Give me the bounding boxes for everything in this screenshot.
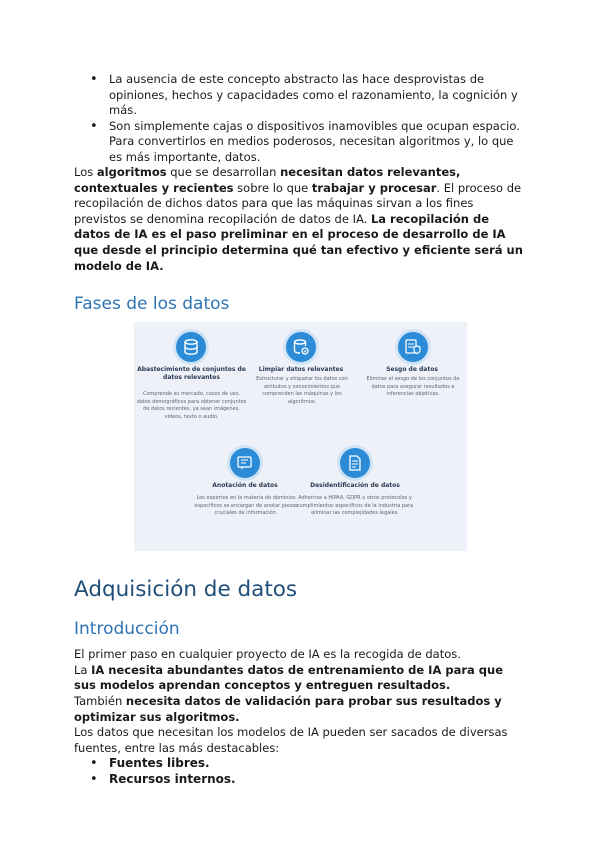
data-phases-figure bbox=[134, 322, 467, 551]
shield-icon bbox=[398, 332, 428, 362]
card-title: Abastecimiento de conjuntos de datos relevantes bbox=[137, 366, 246, 382]
heading-fases: Fases de los datos bbox=[74, 294, 230, 315]
text: También bbox=[74, 693, 126, 708]
paragraph-intro-3 bbox=[74, 694, 524, 725]
bold-text: necesitan datos relevantes, contextuales y recientes bbox=[74, 165, 461, 195]
list-item bbox=[90, 772, 524, 788]
bold-text: necesita datos de validación para probar sus resultados y optimizar sus algoritmos. bbox=[74, 693, 502, 724]
text: . El proceso de recopilación de dichos datos para que las máquinas sirvan a los fines previstos se denomina recopilación de datos de IA. bbox=[74, 180, 522, 226]
list-item: • Son simplemente cajas o dispositivos inamovibles que ocupan espacio. Para convertirlos en medios poderosos, necesitan algoritmos y, lo que es más importante, datos. bbox=[90, 119, 524, 166]
paragraph-intro-4: Los datos que necesitan los modelos de IA pueden ser sacados de diversas fuentes, entre las más destacables: bbox=[74, 725, 508, 755]
text: La bbox=[74, 662, 92, 677]
bold-text: algoritmos bbox=[96, 165, 167, 179]
list-item: • La ausencia de este concepto abstracto las hace desprovistas de opiniones, hechos y capacidades como el razonamiento, la cognición y más. bbox=[90, 72, 524, 119]
text: sobre lo que bbox=[233, 180, 312, 195]
document-page bbox=[74, 72, 524, 787]
card-title: Sesgo de datos bbox=[386, 366, 438, 374]
card-text: Estructurar y etiquetar los datos con atributos y conocimientos que comprenden las máquinas y los algoritmos. bbox=[256, 376, 348, 405]
document-icon bbox=[340, 448, 370, 478]
bullet-list-sources bbox=[90, 756, 524, 787]
bold-text: IA necesita abundantes datos de entrenamiento de IA para que sus modelos aprendan conceptos y entreguen resultados. bbox=[74, 662, 504, 693]
card-title: Anotación de datos bbox=[212, 482, 278, 490]
card-title: Limpiar datos relevantes bbox=[258, 366, 344, 374]
card-title: Desidentificación de datos bbox=[310, 482, 400, 490]
bold-text: Recursos internos. bbox=[109, 771, 236, 786]
paragraph-algoritmos bbox=[74, 165, 524, 274]
heading-introduccion: Introducción bbox=[74, 619, 180, 640]
bold-text: La recopilación de datos de IA es el paso preliminar en el proceso de desarrollo de IA que desde el principio determina qué tan efectivo y eficiente será un modelo de IA. bbox=[74, 211, 523, 273]
card-text: Adherirse a HIPAA, GDPR u otros protocolos y cumplimientos específicos de la industria para eliminar las complejidades legales. bbox=[296, 495, 414, 517]
bold-text: trabajar y procesar bbox=[311, 180, 437, 195]
annotation-icon bbox=[230, 448, 260, 478]
card-text: Los expertos en la materia de dominios específicos se encargan de anotar piezas cruciales de información. bbox=[194, 495, 298, 517]
card-text: Comprende su mercado, casos de uso, datos demográficos para obtener conjuntos de datos recientes, ya sean imágenes, videos, texto o audio. bbox=[136, 391, 247, 420]
database-icon bbox=[176, 332, 206, 362]
heading-adquisicion: Adquisición de datos bbox=[74, 577, 298, 603]
text: Los bbox=[74, 165, 97, 179]
bold-text: Fuentes libres. bbox=[109, 756, 210, 771]
bullet-list-top bbox=[90, 72, 524, 165]
card-text: Eliminar el sesgo de los conjuntos de datos para asegurar resultados e inferencias objetivas. bbox=[366, 376, 460, 398]
paragraph-intro-2 bbox=[74, 663, 524, 694]
clean-database-icon bbox=[286, 332, 316, 362]
list-item bbox=[90, 756, 524, 772]
paragraph-intro-1: El primer paso en cualquier proyecto de IA es la recogida de datos. bbox=[74, 647, 461, 662]
text: que se desarrollan bbox=[166, 165, 281, 179]
